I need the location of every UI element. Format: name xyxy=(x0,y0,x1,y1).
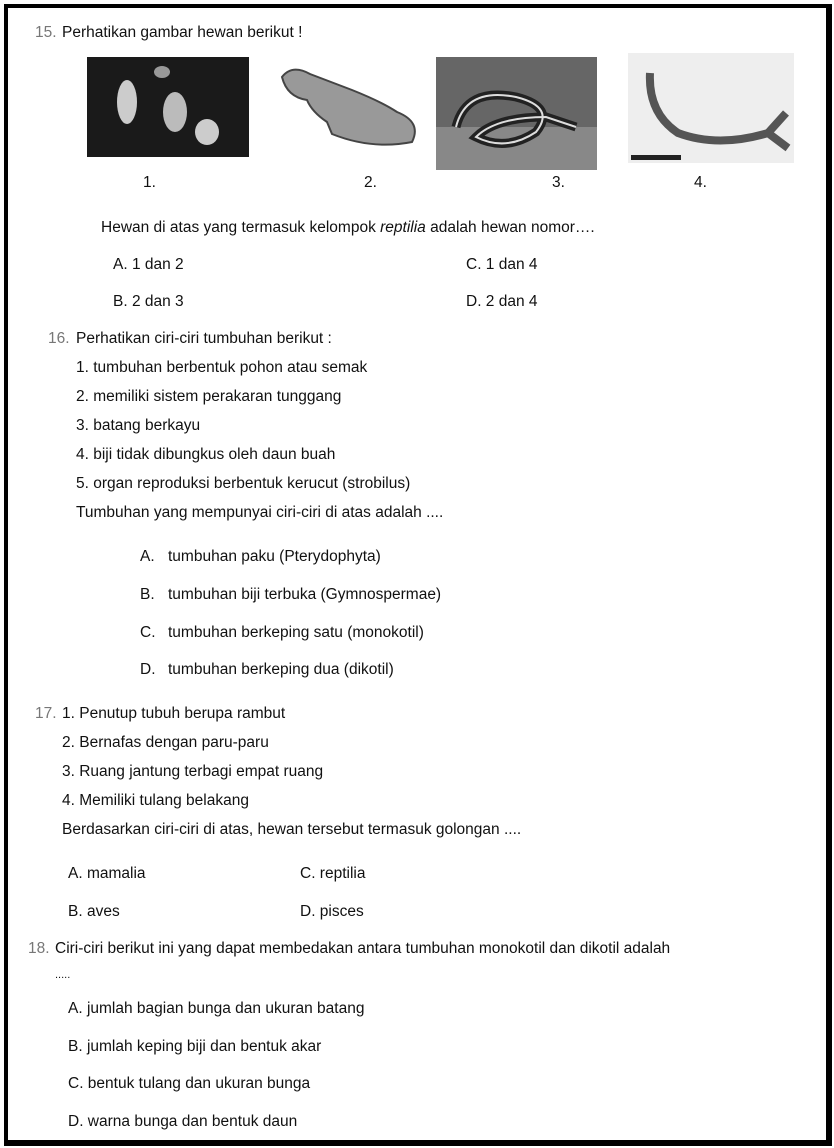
q15-option-a[interactable]: A. 1 dan 2 xyxy=(113,256,184,273)
q17-option-d[interactable]: D. pisces xyxy=(300,903,364,920)
q15-option-c[interactable]: C. 1 dan 4 xyxy=(466,256,538,273)
q16-option-b[interactable]: tumbuhan biji terbuka (Gymnospermae) xyxy=(168,586,442,603)
q15-text: Perhatikan gambar hewan berikut ! xyxy=(62,24,303,41)
q15-number: 15. xyxy=(35,24,57,41)
q15-question-pre: Hewan di atas yang termasuk kelompok xyxy=(101,219,381,236)
q17-item: 2. Bernafas dengan paru-paru xyxy=(62,734,269,751)
q17-stem: Berdasarkan ciri-ciri di atas, hewan tersebut termasuk golongan .... xyxy=(62,821,522,838)
q16-option-c-letter: C. xyxy=(140,624,156,641)
q15-option-d[interactable]: D. 2 dan 4 xyxy=(466,293,538,310)
q18-number: 18. xyxy=(28,940,50,957)
q16-stem: Tumbuhan yang mempunyai ciri-ciri di atas adalah .... xyxy=(76,504,444,521)
q17-item: 4. Memiliki tulang belakang xyxy=(62,792,249,809)
snake-image xyxy=(436,57,597,170)
q18-option-c[interactable]: C. bentuk tulang dan ukuran bunga xyxy=(68,1075,311,1092)
image-label-3: 3. xyxy=(552,174,565,191)
q17-option-a[interactable]: A. mamalia xyxy=(68,865,146,882)
q16-item: 4. biji tidak dibungkus oleh daun buah xyxy=(76,446,336,463)
image-label-4: 4. xyxy=(694,174,707,191)
q18-option-a[interactable]: A. jumlah bagian bunga dan ukuran batang xyxy=(68,1000,365,1017)
q16-option-b-letter: B. xyxy=(140,586,155,603)
q16-option-c[interactable]: tumbuhan berkeping satu (monokotil) xyxy=(168,624,424,641)
q18-option-b[interactable]: B. jumlah keping biji dan bentuk akar xyxy=(68,1038,322,1055)
q15-question-em: reptilia xyxy=(380,219,426,236)
q18-text: Ciri-ciri berikut ini yang dapat membedakan antara tumbuhan monokotil dan dikotil adalah xyxy=(55,940,671,957)
q18-dots: ..... xyxy=(55,969,71,981)
q16-item: 5. organ reproduksi berbentuk kerucut (strobilus) xyxy=(76,475,411,492)
image-label-2: 2. xyxy=(364,174,377,191)
centipede-image xyxy=(628,53,794,163)
q16-item: 2. memiliki sistem perakaran tunggang xyxy=(76,388,342,405)
q15-question xyxy=(101,219,595,237)
q17-item: 3. Ruang jantung terbagi empat ruang xyxy=(62,763,324,780)
q18-option-d[interactable]: D. warna bunga dan bentuk daun xyxy=(68,1113,298,1130)
q16-number: 16. xyxy=(48,330,70,347)
q15-question-post: adalah hewan nomor…. xyxy=(425,219,595,236)
q17-item: 1. Penutup tubuh berupa rambut xyxy=(62,705,286,722)
q15-option-b[interactable]: B. 2 dan 3 xyxy=(113,293,184,310)
q16-text: Perhatikan ciri-ciri tumbuhan berikut : xyxy=(76,330,332,347)
q17-option-b[interactable]: B. aves xyxy=(68,903,120,920)
q16-item: 1. tumbuhan berbentuk pohon atau semak xyxy=(76,359,368,376)
q17-option-c[interactable]: C. reptilia xyxy=(300,865,366,882)
lizard-image xyxy=(272,62,430,150)
q16-option-d-letter: D. xyxy=(140,661,156,678)
q16-option-a[interactable]: tumbuhan paku (Pterydophyta) xyxy=(168,548,381,565)
frogs-image xyxy=(87,57,249,157)
q16-item: 3. batang berkayu xyxy=(76,417,201,434)
q17-number: 17. xyxy=(35,705,57,722)
q16-option-d[interactable]: tumbuhan berkeping dua (dikotil) xyxy=(168,661,394,678)
page-border xyxy=(4,4,832,1146)
image-label-1: 1. xyxy=(143,174,156,191)
q16-option-a-letter: A. xyxy=(140,548,155,565)
